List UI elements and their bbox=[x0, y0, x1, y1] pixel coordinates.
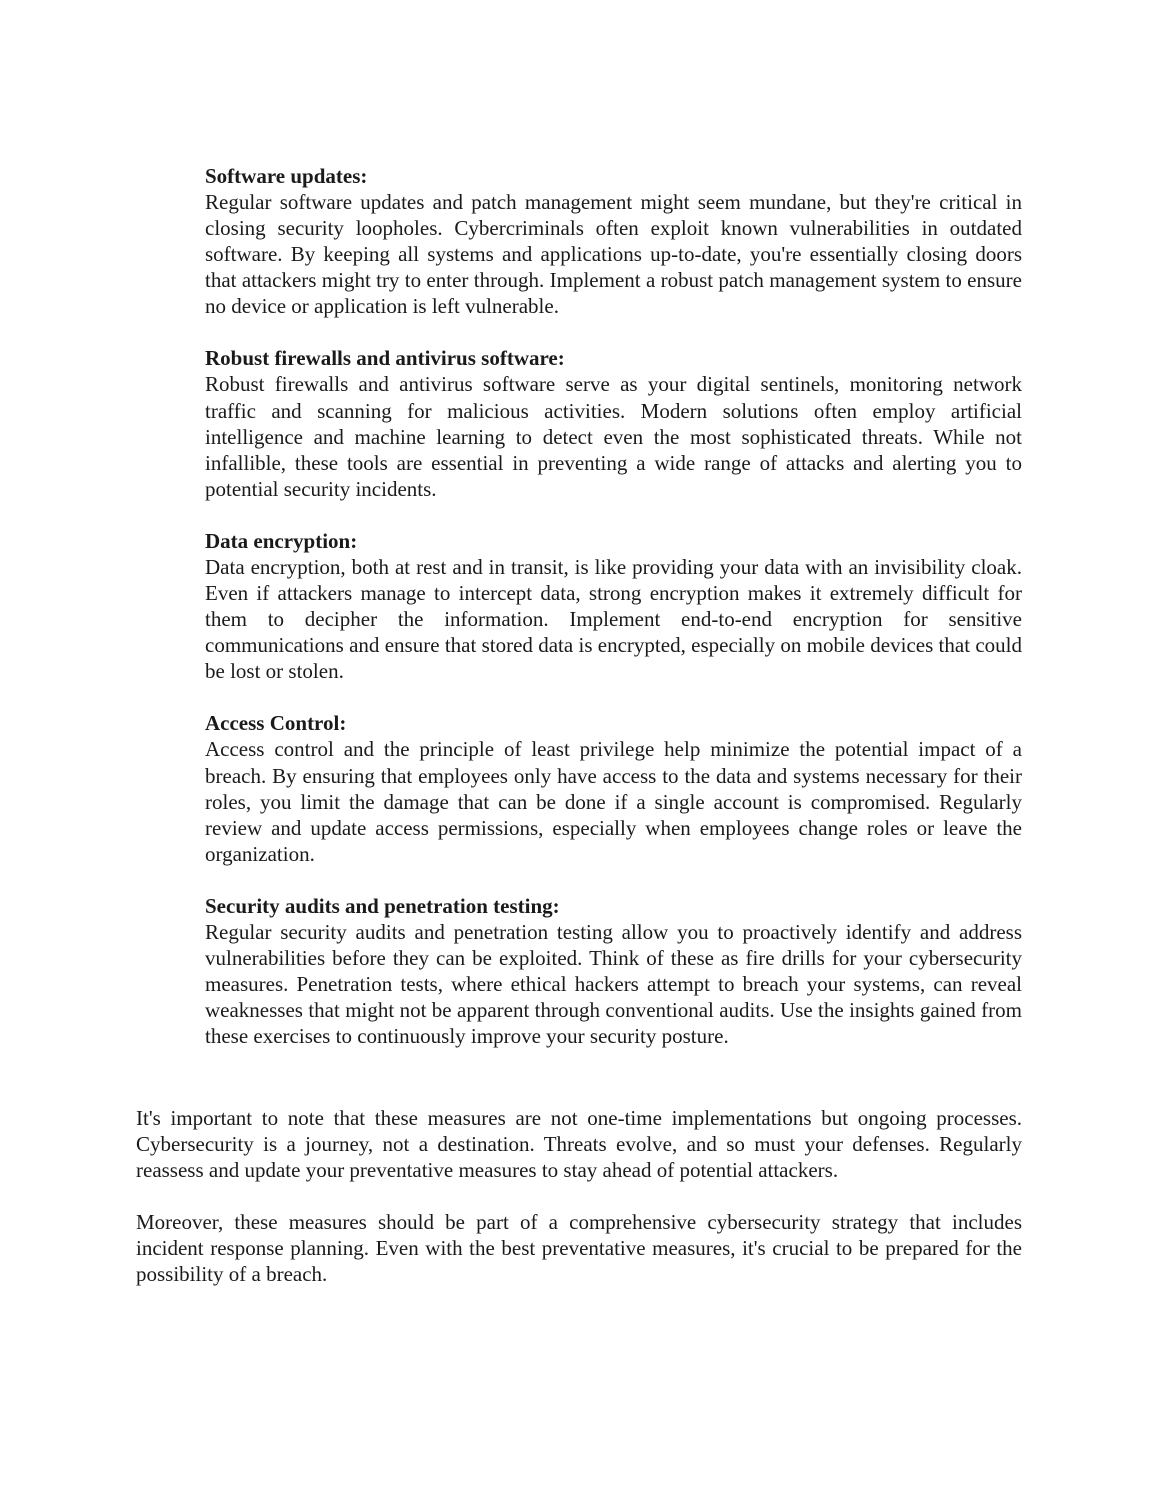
closing-paragraph: Moreover, these measures should be part of a comprehensive cybersecurity strategy that includes incident response planning. Even with the best preventative measures, it's crucial to be prepared for the possibility of a breach. bbox=[136, 1210, 1022, 1287]
closing-paragraphs bbox=[136, 1105, 1022, 1314]
section-title: Access Control: bbox=[205, 711, 347, 736]
section-title: Data encryption: bbox=[205, 528, 358, 553]
section-access-control bbox=[205, 710, 1022, 866]
section-security-audits bbox=[205, 893, 1022, 1049]
section-title: Security audits and penetration testing: bbox=[205, 893, 560, 918]
section-software-updates bbox=[205, 163, 1022, 319]
section-body: Regular security audits and penetration testing allow you to proactively identify and address vulnerabilities before they can be exploited. Think of these as fire drills for your cybersecurity measures. Penetration tests, where ethical hackers attempt to breach your systems, can reveal weaknesses that might not be apparent through conventional audits. Use the insights gained from these exercises to continuously improve your security posture. bbox=[205, 919, 1022, 1049]
section-body: Regular software updates and patch management might seem mundane, but they're critical in closing security loopholes. Cybercriminals often exploit known vulnerabilities in outdated software. By keeping all systems and applications up-to-date, you're essentially closing doors that attackers might try to enter through. Implement a robust patch management system to ensure no device or application is left vulnerable. bbox=[205, 190, 1022, 319]
section-firewalls-antivirus bbox=[205, 345, 1022, 501]
section-title: Robust firewalls and antivirus software: bbox=[205, 346, 565, 371]
closing-paragraph: It's important to note that these measures are not one-time implementations but ongoing processes. Cybersecurity is a journey, not a destination. Threats evolve, and so must your defenses. Regularly reassess and update your preventative measures to stay ahead of potential attackers. bbox=[136, 1106, 1022, 1183]
section-body: Robust firewalls and antivirus software serve as your digital sentinels, monitoring network traffic and scanning for malicious activities. Modern solutions often employ artificial intelligence and machine learning to detect even the most sophisticated threats. While not infallible, these tools are essential in preventing a wide range of attacks and alerting you to potential security incidents. bbox=[205, 372, 1022, 501]
section-body: Data encryption, both at rest and in transit, is like providing your data with an invisibility cloak. Even if attackers manage to intercept data, strong encryption makes it extremely difficult for them to decipher the information. Implement end-to-end encryption for sensitive communications and ensure that stored data is encrypted, especially on mobile devices that could be lost or stolen. bbox=[205, 554, 1022, 684]
measures-list bbox=[205, 163, 1022, 1075]
section-body: Access control and the principle of least privilege help minimize the potential impact of a breach. By ensuring that employees only have access to the data and systems necessary for their roles, you limit the damage that can be done if a single account is compromised. Regularly review and update access permissions, especially when employees change roles or leave the organization. bbox=[205, 737, 1022, 866]
section-data-encryption bbox=[205, 528, 1022, 684]
section-title: Software updates: bbox=[205, 164, 368, 188]
